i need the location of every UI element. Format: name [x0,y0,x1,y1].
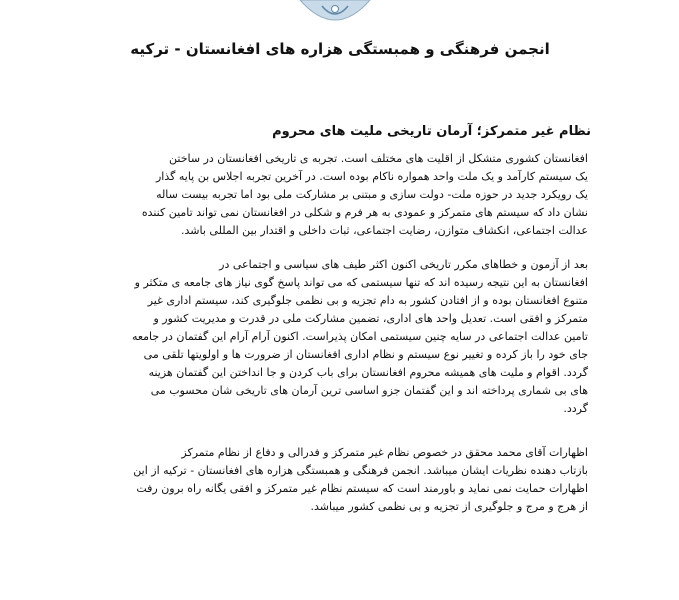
paragraph-line: نشان داد که سیستم های متمرکز و عمودی به هر فرم و شکلی در افغانستان نمی تواند تامین کننده [141,206,588,219]
paragraph-1 [88,150,588,240]
article-heading: نظام غیر متمرکز؛ آرمان تاریخی ملیت های محروم [272,124,591,139]
paragraph-line: اظهارات آقای محمد محقق در خصوص نظام غیر متمرکز و فدرالی و دفاع از نظام متمرکز [181,446,588,459]
paragraph-line: متنوع افغانستان بوده و از افتادن کشور به دام تجزیه و بی نظمی جلوگیری کند، سیستم اداری غیر [147,294,588,307]
paragraph-line: از هرج و مرج و جلوگیری از تجزیه و بی نظمی کشور میباشد. [310,500,588,513]
paragraph-2 [88,256,588,418]
paragraph-line: افغانستان به این نتیجه رسیده اند که تنها سیستمی که می تواند پاسخ گوی نیاز های جامعه ی متکثر و [134,276,588,289]
paragraph-line: تامین عدالت اجتماعی در سایه چنین سیستمی امکان پذیراست. اکنون آرام آرام این گفتمان در جامعه [131,330,588,343]
organization-logo [290,0,380,28]
paragraph-line: بازتاب دهنده نظریات ایشان میباشد. انجمن فرهنگی و همبستگی هزاره های افغانستان - ترکیه از این [133,464,588,477]
paragraph-line: جای خود را باز کرده و تغییر نوع سیستم و نظام اداری افغانستان از ضرورت ها و اولویتها تلقی می [143,348,588,361]
paragraph-line: بعد از آزمون و خطاهای مکرر تاریخی اکنون اکثر طیف های سیاسی و اجتماعی در [219,258,588,271]
paragraph-line: افغانستان کشوری متشکل از اقلیت های مختلف است. تجربه ی تاریخی افغانستان در ساختن [169,152,588,165]
paragraph-line: عدالت اجتماعی، انکشاف متوازن، رضایت اجتماعی، ثبات داخلی و اقتدار بین المللی باشد. [181,224,588,237]
paragraph-line: یک رویکرد جدید در حوزه ملت- دولت سازی و مبتنی بر مشارکت ملی بود اما تجربه بیست ساله [156,188,588,201]
paragraph-line: یک سیستم کارآمد و یک ملت واحد همواره ناکام بوده است. در آخرین تجربه اجلاس بن پایه گذار [155,170,588,183]
paragraph-line: گردد. [563,402,588,415]
paragraph-line: گردد. اقوام و ملیت های همیشه محروم افغانستان برای باب کردن و جا انداختن این گفتمان هزینه [148,366,588,379]
page-title: انجمن فرهنگی و همبستگی هزاره های افغانستان - ترکیه [130,40,550,58]
paragraph-3 [88,444,588,516]
paragraph-line: های بی شماری پرداخته اند و این گفتمان جزو اساسی ترین آرمان های تاریخی شان محسوب می [150,384,588,397]
paragraph-line: اظهارات حمایت نمی نماید و باورمند است که سیستم نظام غیر متمرکز و افقی یگانه راه برون رفت [136,482,588,495]
paragraph-line: متمرکز و افقی است. تعدیل واحد های اداری، تضمین مشارکت ملی در قدرت و مدیریت کشور و [153,312,588,325]
